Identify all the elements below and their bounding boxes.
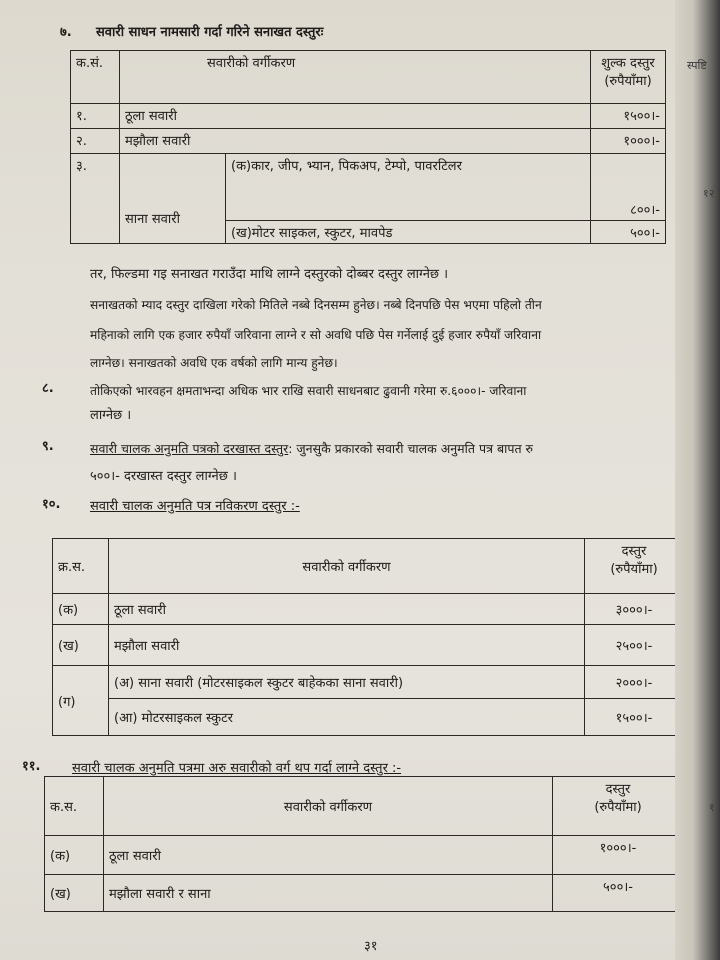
section-7-paragraph-line: महिनाको लागि एक हजार रुपैयाँ जरिवाना लाग्ने र सो अवधि पछि पेस गर्नेलाई दुई हजार रुपैयाँ जरिवाना — [90, 328, 542, 342]
section-9-line — [90, 440, 533, 458]
row-fee: १०००।- — [553, 836, 684, 875]
section-9-number: ९. — [42, 439, 54, 454]
row-fee: ३०००।- — [585, 594, 684, 625]
section-8-number: ८. — [42, 381, 54, 396]
row-sn: (ख) — [45, 875, 104, 912]
section-10-number: १०. — [42, 497, 61, 512]
row-sn: १. — [71, 104, 120, 129]
edge-text: १ — [709, 801, 715, 814]
row-class: मझौला सवारी — [109, 625, 585, 666]
section-11-number: ११. — [22, 759, 41, 774]
table-row — [53, 625, 684, 666]
sub-row-b-class: (आ) मोटरसाइकल स्कुटर — [109, 699, 585, 736]
adjacent-page-edge — [675, 0, 720, 960]
table-row — [71, 129, 666, 154]
row-sn: (ग) — [53, 666, 109, 736]
header-class: सवारीको वर्गीकरण — [104, 777, 553, 836]
table-row — [45, 836, 684, 875]
section-9-title: सवारी चालक अनुमति पत्रको दरखास्त दस्तुर — [90, 441, 289, 456]
table-row — [71, 154, 666, 221]
section-8-line: लाग्नेछ । — [90, 408, 132, 423]
row-class: मझौला सवारी र साना — [104, 875, 553, 912]
sub-row-b-fee: १५००।- — [585, 699, 684, 736]
header-class: सवारीको वर्गीकरण — [109, 539, 585, 594]
table-header-row — [71, 51, 666, 104]
sub-row-b-class: (ख)मोटर साइकल, स्कुटर, मावपेड — [226, 221, 591, 244]
section-7-heading: सवारी साधन नामसारी गर्दा गरिने सनाखत दस्तुरः — [96, 25, 324, 40]
header-fee-line2: (रुपैयाँमा) — [594, 800, 642, 815]
section-10-table — [52, 538, 684, 736]
section-7-paragraph-line: लाग्नेछ। सनाखतको अवधि एक वर्षको लागि मान्य हुनेछ। — [90, 356, 338, 370]
table-row — [53, 699, 684, 736]
section-7-note: तर, फिल्डमा गइ सनाखत गराउँदा माथि लाग्ने दस्तुरको दोब्बर दस्तुर लाग्नेछ । — [90, 267, 449, 282]
row-sn: (ख) — [53, 625, 109, 666]
row-sn: (क) — [53, 594, 109, 625]
header-fee-line2: (रुपैयाँमा) — [610, 562, 658, 577]
row-sn: ३. — [71, 154, 120, 244]
section-7-table — [70, 50, 666, 244]
section-9-rest: : जुनसुकै प्रकारको सवारी चालक अनुमति पत्र बापत रु — [288, 441, 534, 456]
header-fee — [591, 51, 666, 104]
row-class: ठूला सवारी — [120, 104, 591, 129]
edge-text: स्पष्टि — [687, 59, 707, 72]
row-class: ठूला सवारी — [104, 836, 553, 875]
section-7-number: ७. — [60, 25, 72, 40]
header-fee-line1: दस्तुर — [621, 544, 647, 559]
section-7-paragraph-line: सनाखतको म्याद दस्तुर दाखिला गरेको मितिले नब्बे दिनसम्म हुनेछ। नब्बे दिनपछि पेस भएमा पहिलो तीन — [90, 298, 542, 312]
row-fee: १५००।- — [591, 104, 666, 129]
header-fee — [553, 777, 684, 836]
table-row — [71, 104, 666, 129]
sub-row-a-fee: ८००।- — [591, 154, 666, 221]
sub-row-a-fee: २०००।- — [585, 666, 684, 699]
table-row — [53, 666, 684, 699]
row-class: साना सवारी — [120, 154, 226, 244]
section-9-line: ५००।- दरखास्त दस्तुर लाग्नेछ । — [90, 469, 237, 484]
row-fee: २५००।- — [585, 625, 684, 666]
row-sn: २. — [71, 129, 120, 154]
header-sn: क.सं. — [71, 51, 120, 104]
header-class-text: सवारीको वर्गीकरण — [207, 56, 296, 71]
header-fee-line1: शुल्क दस्तुर — [601, 56, 655, 71]
section-11-title: सवारी चालक अनुमति पत्रमा अरु सवारीको वर्ग थप गर्दा लाग्ने दस्तुर :- — [72, 761, 402, 776]
sub-row-a-class: (अ) साना सवारी (मोटरसाइकल स्कुटर बाहेकका साना सवारी) — [109, 666, 585, 699]
row-class: ठूला सवारी — [109, 594, 585, 625]
table-row — [53, 594, 684, 625]
section-10-title: सवारी चालक अनुमति पत्र नविकरण दस्तुर :- — [90, 499, 300, 514]
header-class — [120, 51, 591, 104]
row-fee: १०००।- — [591, 129, 666, 154]
section-11-table — [44, 776, 684, 912]
header-fee — [585, 539, 684, 594]
sub-row-b-fee: ५००।- — [591, 221, 666, 244]
sub-row-a-class: (क)कार, जीप, भ्यान, पिकअप, टेम्पो, पावरटिलर — [226, 154, 591, 221]
header-fee-line1: दस्तुर — [605, 782, 631, 797]
row-class: मझौला सवारी — [120, 129, 591, 154]
header-fee-line2: (रुपैयाँमा) — [604, 74, 652, 89]
row-fee: ५००।- — [553, 875, 684, 912]
row-sn: (क) — [45, 836, 104, 875]
table-header-row — [53, 539, 684, 594]
header-sn: क.स. — [45, 777, 104, 836]
edge-text: १२ — [703, 187, 715, 200]
table-row — [45, 875, 684, 912]
page-number: ३१ — [364, 939, 378, 954]
header-sn: क्र.स. — [53, 539, 109, 594]
table-header-row — [45, 777, 684, 836]
section-8-line: तोकिएको भारवहन क्षमताभन्दा अधिक भार राखि सवारी साधनबाट ढुवानी गरेमा रु.६०००।- जरिवाना — [90, 384, 527, 398]
